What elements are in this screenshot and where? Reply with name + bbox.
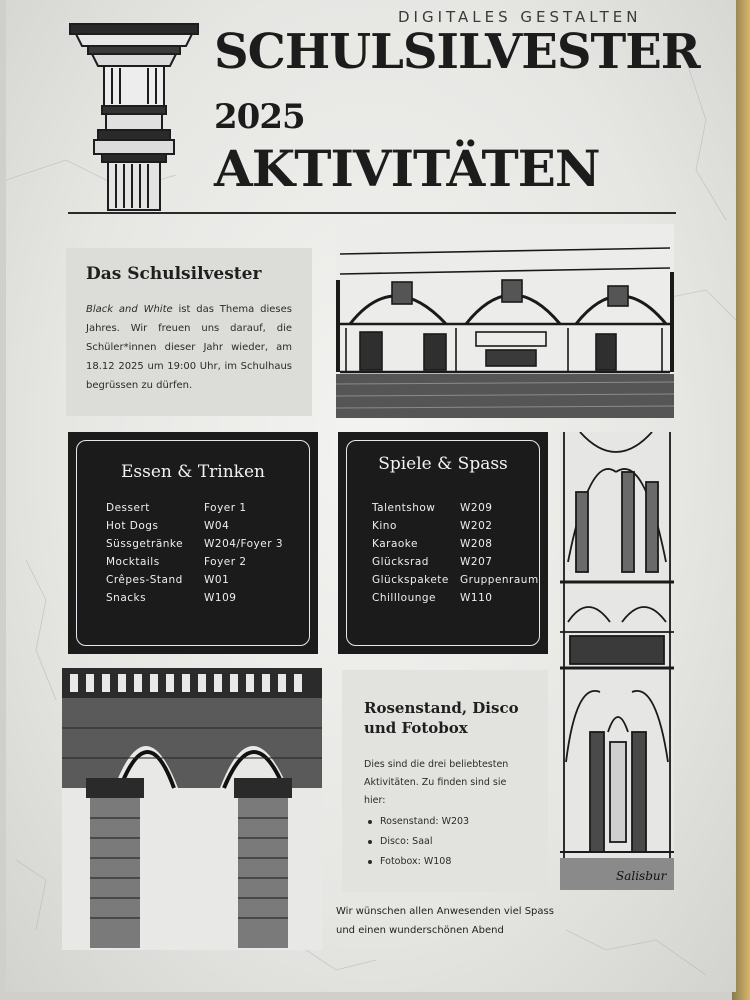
- rosen-heading-line-1: Rosenstand, Disco: [364, 699, 519, 717]
- games-item-place: W202: [460, 520, 493, 532]
- intro-text: [86, 300, 292, 395]
- games-item-place: W110: [460, 592, 493, 604]
- games-item-name: Chilllounge: [372, 592, 437, 604]
- games-item-name: Karaoke: [372, 538, 418, 550]
- title-line-3: AKTIVITÄTEN: [214, 139, 600, 198]
- games-item-name: Kino: [372, 520, 397, 532]
- games-item-name: Glückspakete: [372, 574, 449, 586]
- list-item: Rosenstand: W203: [364, 812, 526, 832]
- column-capital-illustration: [68, 22, 200, 212]
- title-line-2: 2025: [214, 97, 305, 137]
- intro-theme: Black and White: [86, 304, 173, 315]
- food-item-name: Süssgetränke: [106, 538, 184, 550]
- building-facade-illustration: [336, 224, 674, 418]
- closing-line-2: und einen wunderschönen Abend: [336, 925, 504, 936]
- games-fun-card: [338, 432, 548, 654]
- food-heading: Essen & Trinken: [121, 462, 265, 482]
- food-item-place: W109: [204, 592, 237, 604]
- rosen-heading: [364, 698, 526, 738]
- food-item-place: Foyer 2: [204, 556, 247, 568]
- rosen-list: [364, 812, 526, 872]
- food-item-name: Dessert: [106, 502, 150, 514]
- rosen-text: Dies sind die drei beliebtesten Aktivitäten. Zu finden sind sie hier:: [364, 759, 509, 806]
- title-line-1: SCHULSILVESTER: [214, 24, 700, 80]
- romanesque-arches-illustration: [62, 668, 322, 950]
- games-item-place: W208: [460, 538, 493, 550]
- closing-message: [336, 902, 586, 940]
- food-item-name: Mocktails: [106, 556, 160, 568]
- cathedral-nave-illustration: [560, 432, 674, 890]
- nave-caption: Salisbur: [616, 869, 667, 883]
- food-item-name: Snacks: [106, 592, 147, 604]
- list-item: Disco: Saal: [364, 832, 526, 852]
- food-drinks-card: [68, 432, 318, 654]
- rosen-heading-line-2: und Fotobox: [364, 719, 468, 737]
- list-item: Fotobox: W108: [364, 852, 526, 872]
- header-divider: [68, 212, 676, 214]
- closing-line-1: Wir wünschen allen Anwesenden viel Spass: [336, 906, 554, 917]
- poster-sheet: [6, 0, 736, 992]
- food-item-name: Crêpes-Stand: [106, 574, 183, 586]
- intro-card: [66, 248, 312, 416]
- games-item-place: W207: [460, 556, 493, 568]
- intro-heading: Das Schulsilvester: [86, 264, 262, 284]
- food-item-place: Foyer 1: [204, 502, 247, 514]
- games-item-name: Talentshow: [372, 502, 436, 514]
- games-heading: Spiele & Spass: [378, 454, 508, 474]
- rosen-disco-card: [342, 670, 548, 892]
- intro-body: ist das Thema dieses Jahres. Wir freuen uns darauf, die Schüler*innen dieser Jahr wieder, am 18.12 2025 um 19:00 Uhr, im Schulhaus begrüssen zu dürfen.: [86, 304, 292, 391]
- games-item-place: W209: [460, 502, 493, 514]
- games-item-place: Gruppenraum: [460, 574, 539, 586]
- food-item-place: W204/Foyer 3: [204, 538, 284, 550]
- games-item-name: Glücksrad: [372, 556, 429, 568]
- food-item-place: W04: [204, 520, 230, 532]
- eyebrow-subject: DIGITALES GESTALTEN: [398, 8, 642, 26]
- food-item-place: W01: [204, 574, 230, 586]
- food-item-name: Hot Dogs: [106, 520, 159, 532]
